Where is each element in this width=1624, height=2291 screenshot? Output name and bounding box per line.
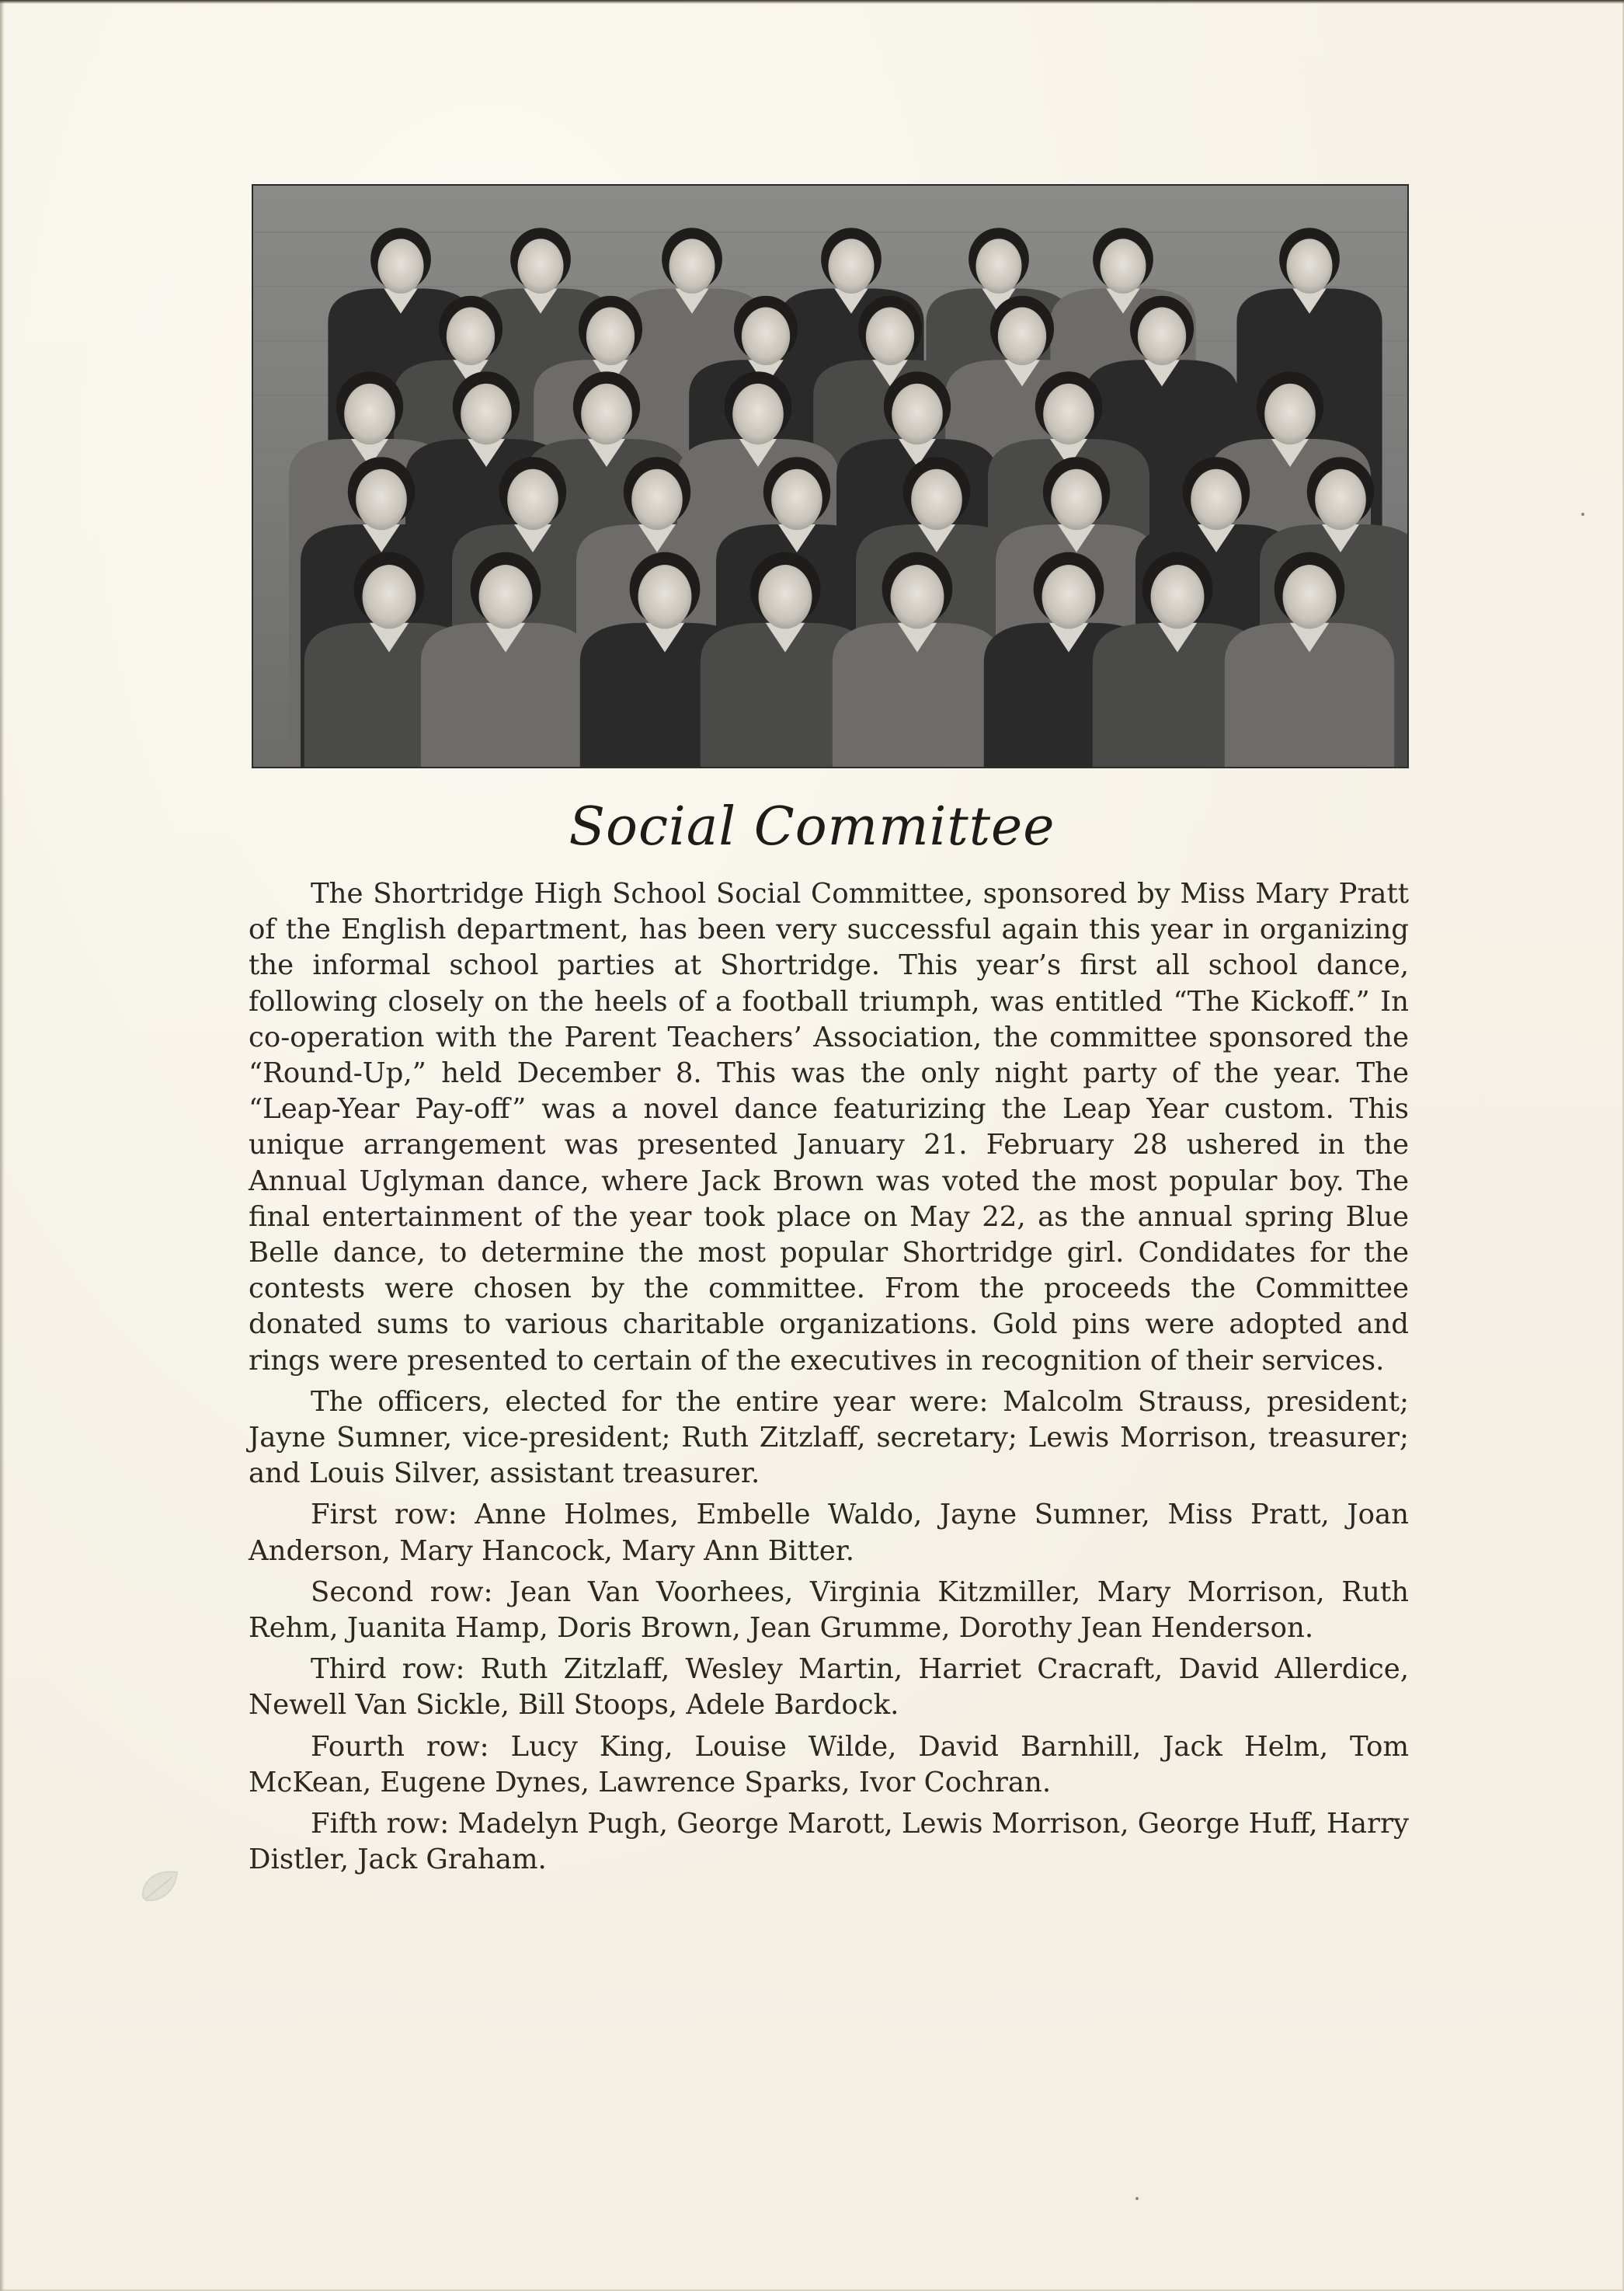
page-left-edge [0, 0, 5, 2291]
first-row-caption: First row: Anne Holmes, Embelle Waldo, Jayne Sumner, Miss Pratt, Joan Anderson, Mary Hancock, Mary Ann Bitter. [249, 1499, 1409, 1567]
fourth-row-caption: Fourth row: Lucy King, Louise Wilde, David Barnhill, Jack Helm, Tom McKean, Eugene Dynes, Lawrence Sparks, Ivor Cochran. [249, 1730, 1409, 1798]
leaf-watermark-icon [138, 1866, 182, 1906]
group-photo [252, 184, 1409, 768]
third-row-caption: Third row: Ruth Zitzlaff, Wesley Martin, Harriet Cracraft, David Allerdice, Newell Van Sickle, Bill Stoops, Adele Bardock. [249, 1653, 1409, 1722]
fifth-row-caption: Fifth row: Madelyn Pugh, George Marott, Lewis Morrison, George Huff, Harry Distler, Jack Graham. [249, 1808, 1409, 1876]
second-row-caption: Second row: Jean Van Voorhees, Virginia Kitzmiller, Mary Morrison, Ruth Rehm, Juanita Hamp, Doris Brown, Jean Grumme, Dorothy Jean Henderson. [249, 1575, 1409, 1645]
article-body [249, 876, 1409, 1883]
paper-speck [1581, 513, 1584, 516]
intro-paragraph: The Shortridge High School Social Committee, sponsored by Miss Mary Pratt of the English department, has been very successful again this year in organizing the informal school parties at Shortridge. This year’s first all school dance, following closely on the heels of a football triumph, was entitled “The Kickoff.” In co-operation with the Parent Teachers’ Association, the committee sponsored the “Round-Up,” held December 8. This was the only night party of the year. The “Leap-Year Pay-off” was a novel dance featurizing the Leap Year custom. This unique arrangement was presented January 21. February 28 ushered in the Annual Uglyman dance, where Jack Brown was voted the most popular boy. The final entertainment of the year took place on May 22, as the annual spring Blue Belle dance, to determine the most popular Shortridge girl. Condidates for the contests were chosen by the committee. From the proceeds the Committee donated sums to various charitable organizations. Gold pins were adopted and rings were presented to certain of the executives in recognition of their services. [249, 878, 1409, 1377]
paper-speck [1135, 2197, 1139, 2200]
page-top-edge [0, 0, 1624, 4]
page-title: Social Committee [569, 796, 1055, 858]
group-photo-icon [253, 186, 1407, 767]
officers-paragraph: The officers, elected for the entire year were: Malcolm Strauss, president; Jayne Sumner, vice-president; Ruth Zitzlaff, secretary; Lewis Morrison, treasurer; and Louis Silver, assistant treasurer. [249, 1385, 1409, 1490]
